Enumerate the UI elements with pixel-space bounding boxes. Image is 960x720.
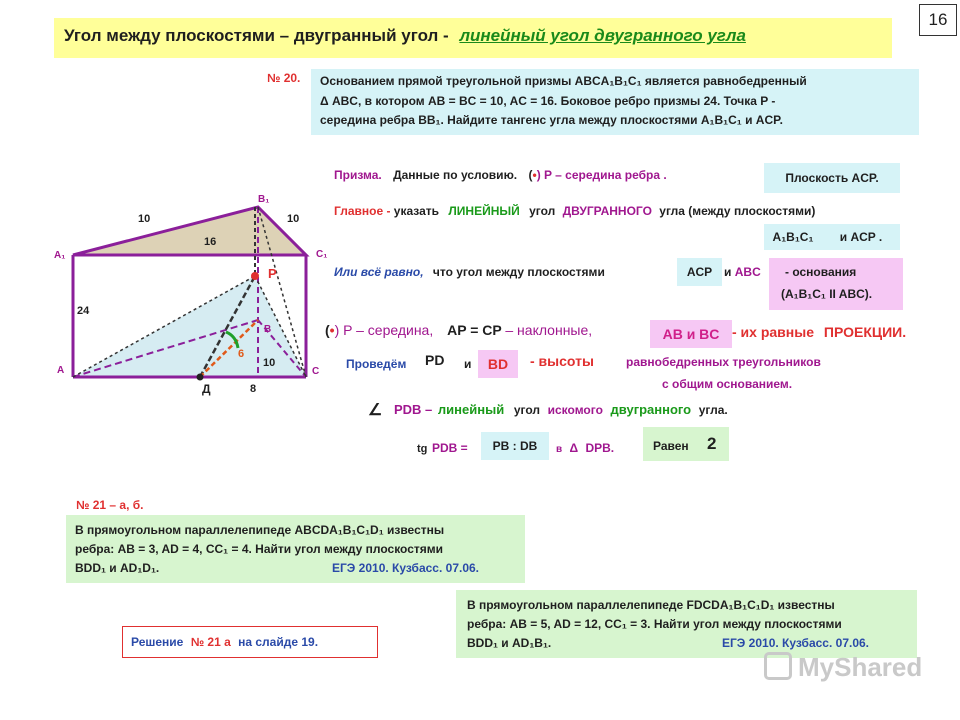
problem21b-source: ЕГЭ 2010. Кузбасс. 07.06. bbox=[722, 636, 870, 650]
note-in: в bbox=[556, 444, 563, 455]
note-abc: ABC bbox=[734, 265, 761, 279]
note-inclined: – наклонные, bbox=[505, 322, 593, 338]
note-main-show: указать bbox=[393, 204, 440, 218]
label-a1: A₁ bbox=[54, 250, 66, 261]
problem20-number: № 20. bbox=[267, 71, 301, 85]
problem21b-line2: ребра: AB = 5, AD = 12, CC₁ = 3. Найти угол между плоскостями bbox=[467, 617, 842, 631]
note-tg: tg bbox=[417, 443, 428, 455]
label-side-24: 24 bbox=[77, 305, 90, 317]
note-main-rest: угла (между плоскостями) bbox=[659, 204, 816, 218]
box-ab-bc: AB и BC bbox=[650, 320, 732, 348]
problem21-line3a: BDD₁ и AD₁D₁. bbox=[75, 561, 160, 575]
note-dot: • bbox=[532, 168, 537, 182]
solution-ref: № 21 а bbox=[190, 635, 231, 649]
note-prism: Призма. bbox=[334, 168, 382, 182]
note-answer: 2 bbox=[707, 434, 717, 453]
note-pdb: PDB – bbox=[394, 402, 433, 417]
box-bd: BD bbox=[478, 350, 518, 378]
note-linear-word: линейный bbox=[437, 402, 505, 417]
box-bases bbox=[769, 258, 903, 310]
label-8: 8 bbox=[250, 383, 257, 395]
slide-number: 16 bbox=[919, 4, 957, 36]
problem21-number: № 21 – а, б. bbox=[76, 498, 144, 512]
note-projections-row bbox=[732, 324, 906, 340]
solution-prefix: Решение bbox=[131, 635, 184, 649]
watermark-text: MyShared bbox=[798, 652, 923, 682]
note-draw-row bbox=[346, 357, 406, 371]
note-main-prefix: Главное - bbox=[334, 204, 394, 218]
box-pb-db: PB : DB bbox=[481, 432, 549, 460]
box-a1b1c1: A₁B₁C₁ bbox=[764, 224, 822, 250]
note-pd: PD bbox=[425, 352, 445, 368]
note-paren-open: ( bbox=[325, 322, 330, 338]
problem21-line1: В прямоугольном параллелепипеде ABCDA₁B₁C₁D₁ известны bbox=[75, 523, 445, 537]
box-and-acp: и ACP . bbox=[822, 224, 900, 250]
problem20-box bbox=[311, 69, 919, 135]
problem21b-line3a: BDD₁ и AD₁B₁. bbox=[467, 636, 552, 650]
note-tg-pdb bbox=[432, 441, 468, 455]
note-isosceles: равнобедренных треугольников bbox=[626, 355, 821, 369]
note-point-open: ( bbox=[528, 168, 533, 182]
problem20-line3: середина ребра BB₁. Найдите тангенс угла между плоскостями A₁B₁C₁ и ACP. bbox=[320, 113, 783, 127]
top-face-fill bbox=[73, 207, 306, 255]
label-top-16: 16 bbox=[204, 236, 217, 248]
problem20-line2: Δ ABC, в котором AB = BC = 10, AC = 16. Боковое ребро призмы 24. Точка P - bbox=[320, 94, 776, 108]
note-and2: и bbox=[464, 357, 472, 371]
label-top-left-10: 10 bbox=[138, 213, 151, 225]
note-dihedral-word: двугранного bbox=[610, 402, 692, 417]
label-p: P bbox=[268, 266, 277, 281]
note-main-dihedral: ДВУГРАННОГО bbox=[562, 204, 652, 218]
note-or-row bbox=[334, 265, 605, 279]
note-main-angle: угол bbox=[529, 204, 556, 218]
note-main-linear: ЛИНЕЙНЫЙ bbox=[448, 204, 520, 218]
note-heights: - высоты bbox=[530, 353, 594, 369]
note-p-middle: ) P – середина, bbox=[334, 322, 434, 338]
note-in-dpb bbox=[556, 441, 614, 455]
solution-link[interactable] bbox=[122, 626, 378, 658]
problem21b-box bbox=[456, 590, 917, 658]
note-angle-end: угла. bbox=[698, 403, 728, 417]
label-d: Д bbox=[202, 382, 211, 396]
note-angle-sym: ∠ bbox=[368, 402, 383, 419]
note-angle-word: угол bbox=[513, 403, 540, 417]
note-bases-1: - основания bbox=[785, 265, 857, 279]
note-pdb-eq: PDB = bbox=[432, 441, 468, 455]
note-their-equal: - их равные bbox=[732, 324, 814, 340]
note-projections: ПРОЕКЦИИ. bbox=[823, 324, 907, 340]
note-main-row bbox=[334, 204, 815, 218]
note-delta: Δ bbox=[569, 441, 579, 455]
solution-suffix: на слайде 19. bbox=[238, 635, 319, 649]
note-equals: Равен bbox=[653, 439, 689, 453]
problem21-line2: ребра: AB = 3, AD = 4, CC₁ = 4. Найти угол между плоскостями bbox=[75, 542, 444, 556]
note-sought: искомого bbox=[547, 403, 603, 417]
box-plane-acp: Плоскость ACP. bbox=[764, 163, 900, 193]
point-p bbox=[251, 272, 259, 280]
note-pdb-row bbox=[394, 402, 728, 417]
label-a: A bbox=[57, 365, 65, 376]
problem21-box bbox=[66, 515, 525, 583]
watermark bbox=[764, 652, 922, 683]
label-b: B bbox=[264, 324, 272, 335]
note-given-row bbox=[334, 168, 667, 182]
box-acp: ACP bbox=[677, 258, 722, 286]
note-draw: Проведём bbox=[346, 357, 407, 371]
watermark-logo-icon bbox=[764, 652, 792, 680]
page-title bbox=[64, 26, 746, 46]
title-main: Угол между плоскостями – двугранный угол - bbox=[64, 26, 454, 45]
point-d bbox=[197, 374, 204, 381]
label-top-right-10: 10 bbox=[287, 213, 300, 225]
note-or-equal: Или всё равно, bbox=[334, 265, 424, 279]
title-linear-angle: линейный угол двугранного угла bbox=[459, 26, 746, 45]
label-b1: B₁ bbox=[258, 194, 270, 205]
note-that-angle: что угол между плоскостями bbox=[432, 265, 605, 279]
note-point-close: ) P – середина ребра . bbox=[536, 168, 667, 182]
note-ap-cp: AP = CP bbox=[447, 322, 502, 338]
problem21-source: ЕГЭ 2010. Кузбасс. 07.06. bbox=[332, 561, 480, 575]
problem21b-line1: В прямоугольном параллелепипеде FDCDA₁B₁C₁D₁ известны bbox=[467, 598, 835, 612]
label-bc-10: 10 bbox=[263, 357, 276, 369]
note-common-base: с общим основанием. bbox=[662, 377, 793, 391]
note-and-abc bbox=[724, 265, 761, 279]
note-inclined-row bbox=[325, 322, 592, 338]
note-and: и bbox=[724, 265, 732, 279]
box-answer bbox=[643, 427, 729, 461]
note-given: Данные по условию. bbox=[393, 168, 518, 182]
label-c1: C₁ bbox=[316, 249, 328, 260]
label-c: C bbox=[312, 366, 320, 377]
note-dot-2: • bbox=[329, 322, 335, 338]
problem20-line1: Основанием прямой треугольной призмы ABCA₁B₁C₁ является равнобедренный bbox=[320, 74, 807, 88]
note-bases-2: (A₁B₁C₁ II ABC). bbox=[781, 287, 873, 301]
note-dpb: DPB. bbox=[585, 441, 615, 455]
label-6: 6 bbox=[238, 348, 245, 360]
